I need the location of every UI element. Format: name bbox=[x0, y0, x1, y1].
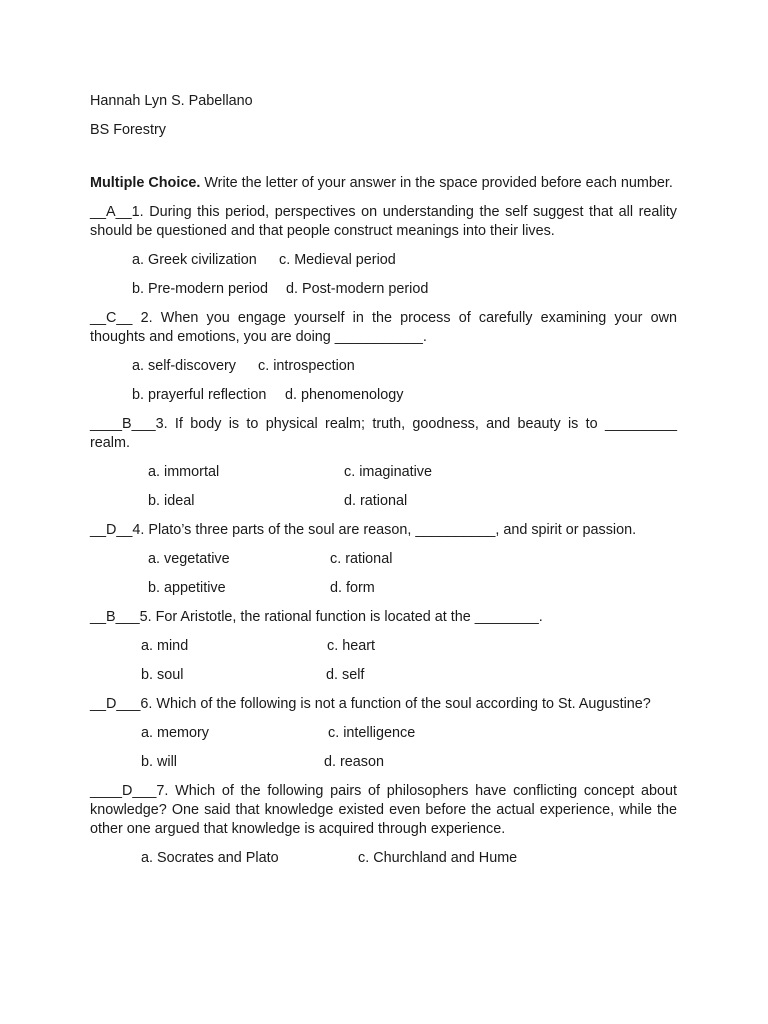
instructions bbox=[90, 174, 677, 193]
choice-d: d. phenomenology bbox=[285, 387, 404, 403]
choice-d: d. Post-modern period bbox=[286, 281, 429, 297]
choice-d: d. rational bbox=[344, 493, 408, 509]
choice-row bbox=[90, 280, 677, 299]
instructions-text: Write the letter of your answer in the space provided before each number. bbox=[200, 175, 673, 191]
choice-c: c. intelligence bbox=[328, 725, 416, 741]
choice-a: a. memory bbox=[141, 725, 209, 741]
choice-c: c. imaginative bbox=[344, 464, 432, 480]
choice-c: c. introspection bbox=[258, 358, 355, 374]
choice-d: d. form bbox=[330, 580, 375, 596]
question-1: __A__1. During this period, perspectives on understanding the self suggest that all reality should be questioned and that people construct meanings into their lives. bbox=[90, 204, 677, 239]
choice-row bbox=[90, 849, 677, 868]
choice-row bbox=[90, 386, 677, 405]
student-name: Hannah Lyn S. Pabellano bbox=[90, 93, 253, 109]
instructions-title: Multiple Choice. bbox=[90, 175, 201, 191]
choice-a: a. mind bbox=[141, 638, 189, 654]
choice-b: b. ideal bbox=[148, 493, 195, 509]
choice-row bbox=[90, 579, 677, 598]
choice-row bbox=[90, 637, 677, 656]
choice-c: c. heart bbox=[327, 638, 375, 654]
choice-b: b. soul bbox=[141, 667, 184, 683]
choice-row bbox=[90, 463, 677, 482]
choice-row bbox=[90, 550, 677, 569]
choice-d: d. self bbox=[326, 667, 365, 683]
choice-c: c. Medieval period bbox=[279, 252, 396, 268]
question-7: ____D___7. Which of the following pairs of philosophers have conflicting concept about knowledge? One said that knowledge existed even before the actual experience, while the other one argued that knowledge is acquired through experience. bbox=[90, 783, 677, 837]
choice-d: d. reason bbox=[324, 754, 385, 770]
question-4: __D__4. Plato’s three parts of the soul are reason, __________, and spirit or passion. bbox=[90, 522, 637, 538]
question-5: __B___5. For Aristotle, the rational function is located at the ________. bbox=[90, 609, 543, 625]
choice-b: b. prayerful reflection bbox=[132, 387, 267, 403]
choice-b: b. Pre-modern period bbox=[132, 281, 268, 297]
question-6: __D___6. Which of the following is not a function of the soul according to St. Augustine? bbox=[90, 696, 651, 712]
choice-a: a. Socrates and Plato bbox=[141, 850, 279, 866]
choice-c: c. rational bbox=[330, 551, 393, 567]
choice-row bbox=[90, 753, 677, 772]
choice-b: b. appetitive bbox=[148, 580, 226, 596]
choice-a: a. self-discovery bbox=[132, 358, 236, 374]
choice-c: c. Churchland and Hume bbox=[358, 850, 518, 866]
choice-row bbox=[90, 666, 677, 685]
choice-row bbox=[90, 724, 677, 743]
choice-row bbox=[90, 492, 677, 511]
choice-a: a. Greek civilization bbox=[132, 252, 257, 268]
question-3: ____B___3. If body is to physical realm; truth, goodness, and beauty is to _________ realm. bbox=[90, 416, 677, 451]
choice-a: a. immortal bbox=[148, 464, 220, 480]
student-course: BS Forestry bbox=[90, 122, 166, 138]
choice-b: b. will bbox=[141, 754, 177, 770]
choice-row bbox=[90, 251, 677, 270]
choice-a: a. vegetative bbox=[148, 551, 230, 567]
document-page bbox=[90, 92, 677, 878]
choice-row bbox=[90, 357, 677, 376]
question-2: __C__ 2. When you engage yourself in the process of carefully examining your own thoughts and emotions, you are doing ___________. bbox=[90, 310, 677, 345]
